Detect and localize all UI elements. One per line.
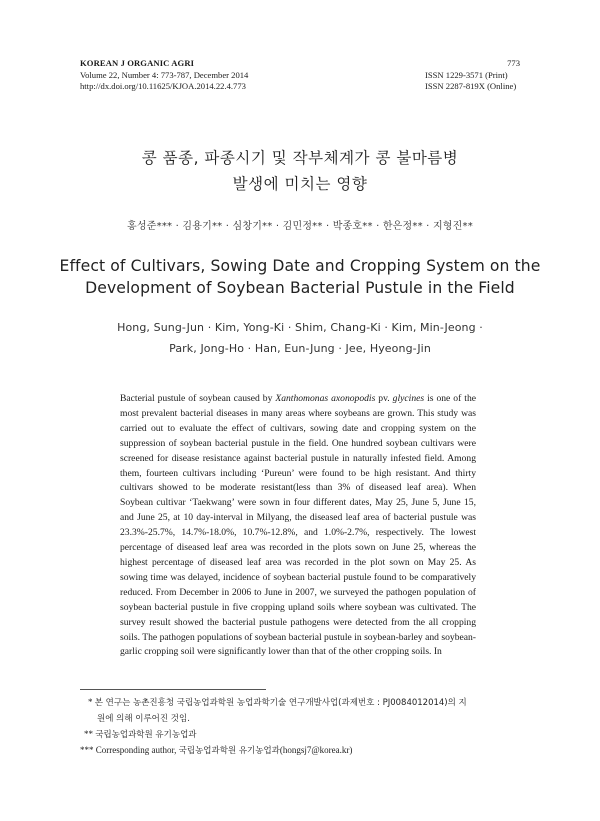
footnote-funding	[88, 695, 528, 711]
abstract-body: is one of the most prevalent bacterial diseases in many areas where soybeans are grown. This study was carried out to evaluate the effect of cultivars, sowing date and cropping system on the suppression of soybean bacterial pustule in the field. One hundred soybean cultivars were screened for disease resistance against bacterial pustule in naturally infested field. Among them, fourteen cultivars including ‘Pureun’ were found to be high resistant. And thirty cultivars showed to be moderate resistant(less than 3% of diseased leaf area). When Soybean cultivar ‘Taekwang’ were sown in four different dates, May 25, June 5, June 15, and June 25, at 10 day-interval in Milyang, the diseased leaf area of bacterial pustule was 23.3%-25.7%, 14.7%-18.0%, 10.7%-12.8%, and 1.0%-2.7%, respectively. The lowest percentage of diseased leaf area was recorded in the plots sown on June 25, whereas the highest percentage of diseased leaf area was recorded in the plot sown on May 25. As sowing time was delayed, incidence of soybean bacterial pustule found to be comparatively reduced. From December in 2006 to June in 2007, we surveyed the pathogen population of soybean bacterial pustule in five cropping upland soils where soybean was cultivated. The survey result showed the bacterial pustule pathogens were detected from the all cropping soils. The pathogen populations of soybean bacterial pustule in soybean-barley and soybean-garlic cropping soil were significantly lower than that of the other cropping soils. In	[120, 393, 476, 658]
english-authors-line-2: Park, Jong-Ho · Han, Eun-Jung · Jee, Hyeong-Jin	[169, 342, 431, 355]
abstract-paragraph	[120, 392, 476, 660]
footnote-mark: **	[84, 729, 93, 739]
korean-title-line-1: 콩 품종, 파종시기 및 작부체계가 콩 불마름병	[141, 149, 459, 167]
footnote-affiliation	[84, 727, 197, 743]
issn-online: ISSN 2287-819X (Online)	[425, 81, 517, 91]
footnote-funding-text: 본 연구는 농촌진흥청 국립농업과학원 농업과학기술 연구개발사업(과제번호 : PJ0084012014)의 지	[94, 698, 467, 708]
doi-link[interactable]: http://dx.doi.org/10.11625/KJOA.2014.22.4.773	[80, 81, 246, 91]
volume-info: Volume 22, Number 4: 773-787, December 2014	[80, 70, 249, 80]
journal-name: KOREAN J ORGANIC AGRI	[80, 58, 195, 68]
english-authors-line-1: Hong, Sung-Jun · Kim, Yong-Ki · Shim, Chang-Ki · Kim, Min-Jeong ·	[117, 321, 483, 334]
footnote-divider	[80, 689, 266, 690]
footnote-corresponding	[80, 743, 530, 759]
footnote-funding-text-cont: 원에 의해 이루어진 것임.	[97, 714, 190, 724]
footnote-mark: ***	[80, 745, 94, 755]
english-title-line-2: Development of Soybean Bacterial Pustule in the Field	[85, 279, 515, 297]
english-title-line-1: Effect of Cultivars, Sowing Date and Cropping System on the	[59, 257, 541, 275]
issn-print: ISSN 1229-3571 (Print)	[425, 70, 508, 80]
pathovar-name: glycines	[392, 393, 425, 404]
footnote-affiliation-text: 국립농업과학원 유기농업과	[95, 730, 197, 740]
abstract-lead: Bacterial pustule of soybean caused by	[120, 393, 276, 404]
korean-authors: 홍성준*** · 김용기** · 심창기** · 김민정** · 박종호** · 한은정** · 지형진**	[127, 221, 473, 232]
pathovar-abbrev: pv.	[375, 393, 393, 404]
footnote-mark: *	[88, 697, 93, 707]
corresponding-email[interactable]: (hongsj7@korea.kr)	[279, 745, 353, 755]
page-number: 773	[507, 58, 520, 68]
corresponding-label: Corresponding author,	[95, 745, 179, 755]
corresponding-affiliation: 국립농업과학원 유기농업과	[178, 746, 280, 756]
abstract	[120, 392, 476, 660]
footnote-funding-cont	[97, 711, 517, 727]
korean-title-line-2: 발생에 미치는 영향	[232, 175, 368, 193]
pathogen-name: Xanthomonas axonopodis	[275, 393, 376, 404]
